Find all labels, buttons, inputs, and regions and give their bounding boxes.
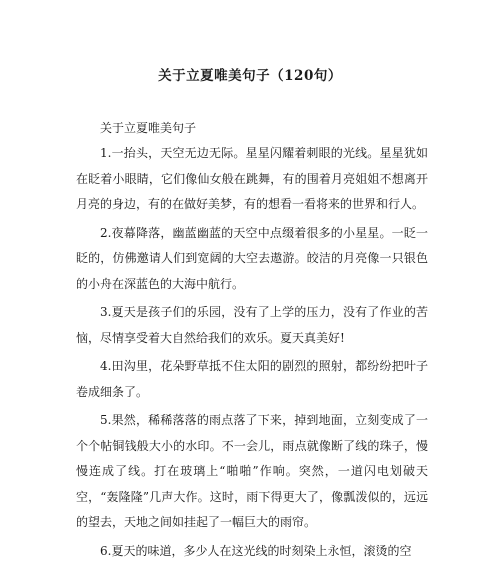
document-title: 关于立夏唯美句子（120句） bbox=[158, 68, 342, 84]
document-subtitle: 关于立夏唯美句子 bbox=[100, 121, 197, 135]
paragraph: 3.夏天是孩子们的乐园，没有了上学的压力，没有了作业的苦恼，尽情享受着大自然给我们的欢乐。夏天真美好! bbox=[76, 305, 428, 345]
paragraph: 1.一抬头，天空无边无际。星星闪耀着刺眼的光线。星星犹如在眨着小眼睛，它们像仙女般在跳舞，有的围着月亮姐姐不想离开月亮的身边，有的在做好美梦，有的想看一看将来的世界和行人。 bbox=[76, 146, 428, 211]
paragraph: 2.夜幕降落，幽蓝幽蓝的天空中点缀着很多的小星星。一眨一眨的，仿佛邀请人们到宽阔的大空去遨游。皎洁的月亮像一只银色的小舟在深蓝色的大海中航行。 bbox=[76, 225, 428, 291]
document-body bbox=[76, 115, 428, 565]
paragraph: 5.果然，稀稀落落的雨点落了下来，掉到地面，立刻变成了一个个帖铜钱般大小的水印。不一会儿，雨点就像断了线的珠子，慢慢连成了线。打在玻璃上“啪啪”作响。突然，一道闪电划破天空，“轰隆隆”几声大作。这时，雨下得更大了，像瓢泼似的，远远的望去，天地之间如挂起了一幅巨大的雨帘。 bbox=[76, 413, 428, 529]
paragraph: 4.田沟里，花朵野草抵不住太阳的剧烈的照射，都纷纷把叶子卷成细条了。 bbox=[76, 359, 428, 399]
paragraph: 6.夏天的味道，多少人在这光线的时刻染上永恒，滚烫的空 bbox=[100, 543, 412, 558]
